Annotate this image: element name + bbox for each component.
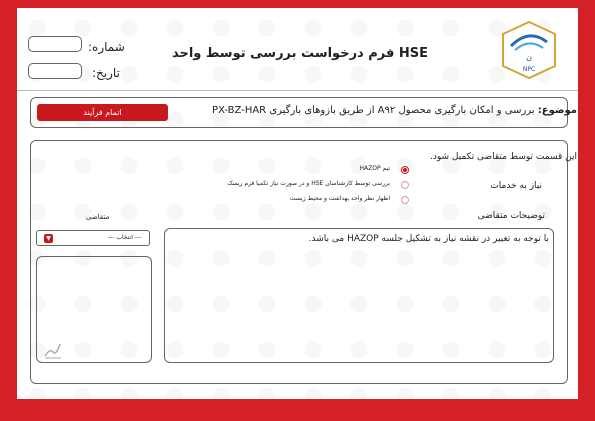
subject-text: بررسی و امکان بارگیری محصول A۹۲ از طریق بازوهای بارگیری PX-BZ-HAR — [212, 105, 535, 116]
date-label: تاریخ: — [92, 66, 120, 80]
option-hse-label: بررسی توسط کارشناسان HSE و در صورت نیاز تکمیا فرم ریسک — [227, 180, 390, 187]
date-field[interactable] — [28, 63, 82, 79]
description-textarea[interactable] — [164, 228, 554, 363]
applicant-label: متقاضی — [86, 213, 110, 221]
left-border — [0, 0, 17, 421]
option-hazop-radio[interactable] — [401, 166, 409, 174]
service-need-label: نیاز به خدمات — [490, 181, 542, 191]
subject-line — [212, 105, 577, 116]
applicant-select-value: --- انتخاب --- — [108, 234, 142, 241]
option-env-label: اظهار نظر واحد بهداشت و محیط زیست — [289, 195, 390, 202]
option-env-radio[interactable] — [401, 196, 409, 204]
subject-label: موضوع: — [537, 105, 577, 116]
complete-process-button[interactable]: اتمام فرآیند — [37, 104, 168, 121]
svg-text:NPC: NPC — [522, 66, 536, 73]
svg-text:ن: ن — [526, 53, 532, 62]
number-field[interactable] — [28, 36, 82, 52]
number-label: شماره: — [88, 40, 125, 54]
chevron-down-icon[interactable]: ▼ — [44, 234, 53, 243]
header-divider — [17, 90, 578, 91]
page-title: فرم درخواست بررسی توسط واحد HSE — [171, 46, 429, 61]
description-label: توضیحات متقاضی — [477, 211, 545, 221]
right-border — [578, 0, 595, 421]
company-logo — [499, 20, 559, 80]
top-border — [0, 0, 595, 8]
bottom-border — [0, 399, 595, 421]
option-hazop-label: تیم HAZOP — [359, 165, 390, 172]
signature-icon — [42, 338, 64, 360]
requester-note: این قسمت توسط متقاضی تکمیل شود. — [429, 152, 577, 162]
option-hse-radio[interactable] — [401, 181, 409, 189]
description-text: با توجه به تغییر در نقشه نیاز به تشکیل جلسه HAZOP می باشد. — [308, 234, 549, 244]
